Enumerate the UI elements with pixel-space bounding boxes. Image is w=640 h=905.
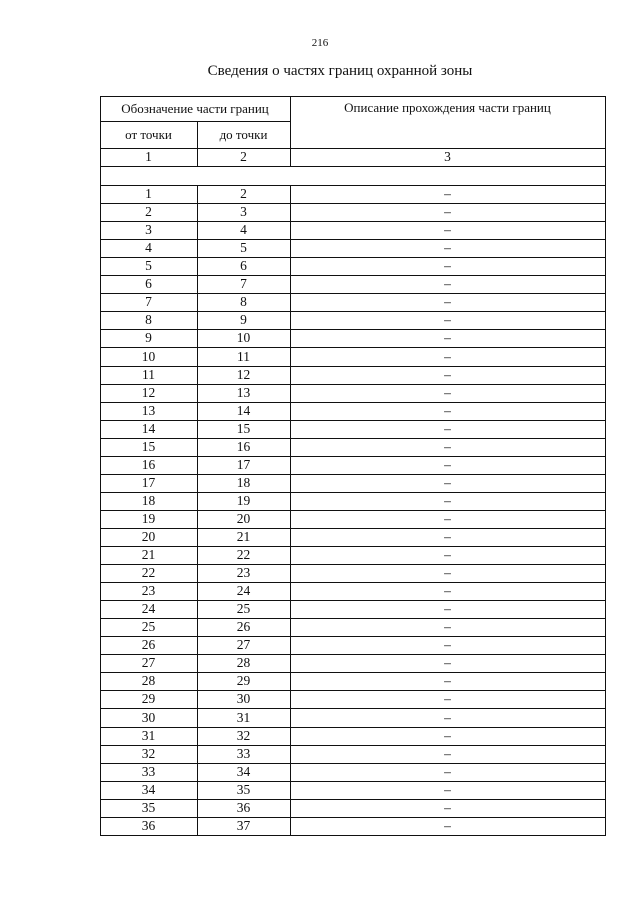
row-description: – [444, 421, 451, 437]
row-from-point: 16 [141, 457, 156, 473]
row-description: – [444, 565, 451, 581]
row-from-point: 29 [141, 691, 156, 707]
row-from-point: 3 [145, 222, 152, 238]
row-to-point: 33 [236, 746, 251, 762]
row-from-point: 8 [145, 312, 152, 328]
row-description: – [444, 637, 451, 653]
row-to-point: 36 [236, 800, 251, 816]
row-description: – [444, 367, 451, 383]
row-from-point: 18 [141, 493, 156, 509]
header-description: Описание прохождения части границ [344, 100, 551, 115]
row-to-point: 19 [236, 493, 251, 509]
row-to-point: 24 [236, 583, 251, 599]
row-description: – [444, 547, 451, 563]
row-description: – [444, 673, 451, 689]
row-description: – [444, 385, 451, 401]
row-description: – [444, 800, 451, 816]
row-from-point: 34 [141, 782, 156, 798]
column-number-1: 1 [145, 149, 152, 165]
row-from-point: 36 [141, 818, 156, 834]
row-description: – [444, 222, 451, 238]
row-from-point: 21 [141, 547, 156, 563]
row-to-point: 11 [237, 348, 250, 364]
row-to-point: 8 [240, 294, 247, 310]
row-description: – [444, 728, 451, 744]
row-description: – [444, 204, 451, 220]
row-to-point: 20 [236, 511, 251, 527]
row-to-point: 31 [236, 709, 251, 725]
row-to-point: 22 [236, 547, 251, 563]
boundary-parts-table [100, 96, 605, 833]
row-description: – [444, 186, 451, 202]
row-description: – [444, 529, 451, 545]
row-to-point: 21 [236, 529, 251, 545]
row-description: – [444, 403, 451, 419]
row-from-point: 1 [145, 186, 152, 202]
row-description: – [444, 240, 451, 256]
row-to-point: 27 [236, 637, 251, 653]
row-description: – [444, 475, 451, 491]
page-number: 216 [311, 37, 329, 49]
row-from-point: 33 [141, 764, 156, 780]
row-to-point: 13 [236, 385, 251, 401]
row-description: – [444, 583, 451, 599]
header-to-point: до точки [219, 127, 268, 142]
row-from-point: 15 [141, 439, 156, 455]
row-to-point: 16 [236, 439, 251, 455]
table-right-border [605, 96, 606, 836]
row-from-point: 7 [145, 294, 152, 310]
row-description: – [444, 457, 451, 473]
row-from-point: 4 [145, 240, 152, 256]
row-from-point: 22 [141, 565, 156, 581]
row-to-point: 29 [236, 673, 251, 689]
row-to-point: 12 [236, 367, 251, 383]
row-to-point: 15 [236, 421, 251, 437]
row-description: – [444, 348, 451, 364]
row-description: – [444, 655, 451, 671]
row-from-point: 10 [141, 348, 156, 364]
row-to-point: 14 [236, 403, 251, 419]
row-to-point: 18 [236, 475, 251, 491]
row-to-point: 7 [240, 276, 247, 292]
row-from-point: 26 [141, 637, 156, 653]
row-to-point: 10 [236, 330, 251, 346]
header-designation: Обозначение части границ [121, 101, 269, 116]
row-description: – [444, 818, 451, 834]
row-from-point: 19 [141, 511, 156, 527]
row-description: – [444, 294, 451, 310]
column-number-3: 3 [444, 149, 451, 165]
row-from-point: 14 [141, 421, 156, 437]
row-to-point: 26 [236, 619, 251, 635]
document-title: Сведения о частях границ охранной зоны [207, 63, 473, 79]
column-numbers-bottom-line [100, 166, 606, 167]
row-to-point: 35 [236, 782, 251, 798]
row-description: – [444, 511, 451, 527]
row-description: – [444, 782, 451, 798]
row-description: – [444, 312, 451, 328]
row-from-point: 13 [141, 403, 156, 419]
row-from-point: 12 [141, 385, 156, 401]
row-description: – [444, 746, 451, 762]
row-to-point: 32 [236, 728, 251, 744]
row-bottom-line [100, 835, 606, 836]
row-from-point: 2 [145, 204, 152, 220]
row-from-point: 35 [141, 800, 156, 816]
row-to-point: 9 [240, 312, 247, 328]
row-from-point: 24 [141, 601, 156, 617]
row-from-point: 23 [141, 583, 156, 599]
row-to-point: 17 [236, 457, 251, 473]
row-to-point: 2 [240, 186, 247, 202]
row-to-point: 3 [240, 204, 247, 220]
row-description: – [444, 709, 451, 725]
row-to-point: 4 [240, 222, 247, 238]
row-to-point: 37 [236, 818, 251, 834]
row-from-point: 9 [145, 330, 152, 346]
row-description: – [444, 601, 451, 617]
row-to-point: 6 [240, 258, 247, 274]
row-description: – [444, 330, 451, 346]
row-from-point: 5 [145, 258, 152, 274]
row-description: – [444, 493, 451, 509]
row-to-point: 25 [236, 601, 251, 617]
row-to-point: 34 [236, 764, 251, 780]
row-from-point: 6 [145, 276, 152, 292]
row-from-point: 30 [141, 709, 156, 725]
header-from-point: от точки [125, 127, 172, 142]
row-from-point: 17 [141, 475, 156, 491]
row-to-point: 28 [236, 655, 251, 671]
column-number-2: 2 [240, 149, 247, 165]
row-description: – [444, 764, 451, 780]
row-description: – [444, 619, 451, 635]
row-description: – [444, 439, 451, 455]
row-description: – [444, 276, 451, 292]
row-to-point: 5 [240, 240, 247, 256]
row-description: – [444, 258, 451, 274]
row-from-point: 20 [141, 529, 156, 545]
row-from-point: 31 [141, 728, 156, 744]
row-to-point: 30 [236, 691, 251, 707]
row-from-point: 11 [142, 367, 155, 383]
row-from-point: 28 [141, 673, 156, 689]
row-from-point: 32 [141, 746, 156, 762]
row-description: – [444, 691, 451, 707]
row-from-point: 25 [141, 619, 156, 635]
row-to-point: 23 [236, 565, 251, 581]
row-from-point: 27 [141, 655, 156, 671]
